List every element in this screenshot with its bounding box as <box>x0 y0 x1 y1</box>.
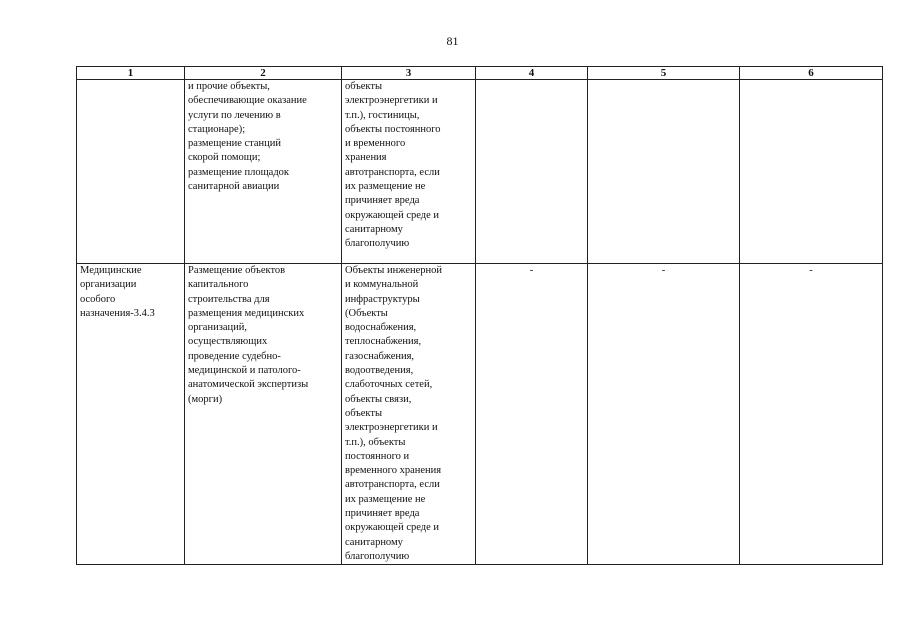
cell-text: Размещение объектов капитального строительства для размещения медицинских организаций, осуществляющих проведение судебно- медицинской и патолого- анатомической экспертизы (морги) <box>188 265 309 405</box>
table-header-row <box>77 67 883 80</box>
table-row <box>77 80 883 264</box>
cell-auxiliary-uses <box>342 80 476 264</box>
cell-use-type <box>77 80 185 264</box>
cell-text: и прочие объекты, обеспечивающие оказание услуги по лечению в стационаре); размещение станций скорой помощи; размещение площадок санитарной авиации <box>188 81 307 193</box>
cell-col6 <box>740 264 883 565</box>
cell-description <box>185 264 342 565</box>
cell-text: Объекты инженерной и коммунальной инфраструктуры (Объекты водоснабжения, теплоснабжения, газоснабжения, водоотведения, слаботочных сетей, объекты связи, объекты электроэнергетики и т.п.), объекты постоянного и временного хранения автотранспорта, если их размещение не причиняет вреда окружающей среде и санитарному благополучию <box>345 265 443 562</box>
cell-text: - <box>809 265 813 276</box>
page-number: 81 <box>446 34 459 48</box>
column-header-6: 6 <box>740 67 883 80</box>
column-header-4: 4 <box>476 67 588 80</box>
cell-description <box>185 80 342 264</box>
cell-text: объекты электроэнергетики и т.п.), гостиницы, объекты постоянного и временного хранения автотранспорта, если их размещение не причиняет вреда окружающей среде и санитарному благополучию <box>345 81 441 250</box>
cell-text: - <box>529 265 534 276</box>
cell-auxiliary-uses <box>342 264 476 565</box>
column-header-3: 3 <box>342 67 476 80</box>
cell-col5 <box>588 264 740 565</box>
column-header-1: 1 <box>77 67 185 80</box>
land-use-table <box>76 66 883 565</box>
cell-col5 <box>588 80 740 264</box>
cell-text: Медицинские организации особого назначения-3.4.3 <box>80 265 155 319</box>
column-header-2: 2 <box>185 67 342 80</box>
cell-col4 <box>476 264 588 565</box>
cell-use-type <box>77 264 185 565</box>
column-header-5: 5 <box>588 67 740 80</box>
table-row <box>77 264 883 565</box>
cell-col6 <box>740 80 883 264</box>
cell-col4 <box>476 80 588 264</box>
cell-text: - <box>661 265 666 276</box>
